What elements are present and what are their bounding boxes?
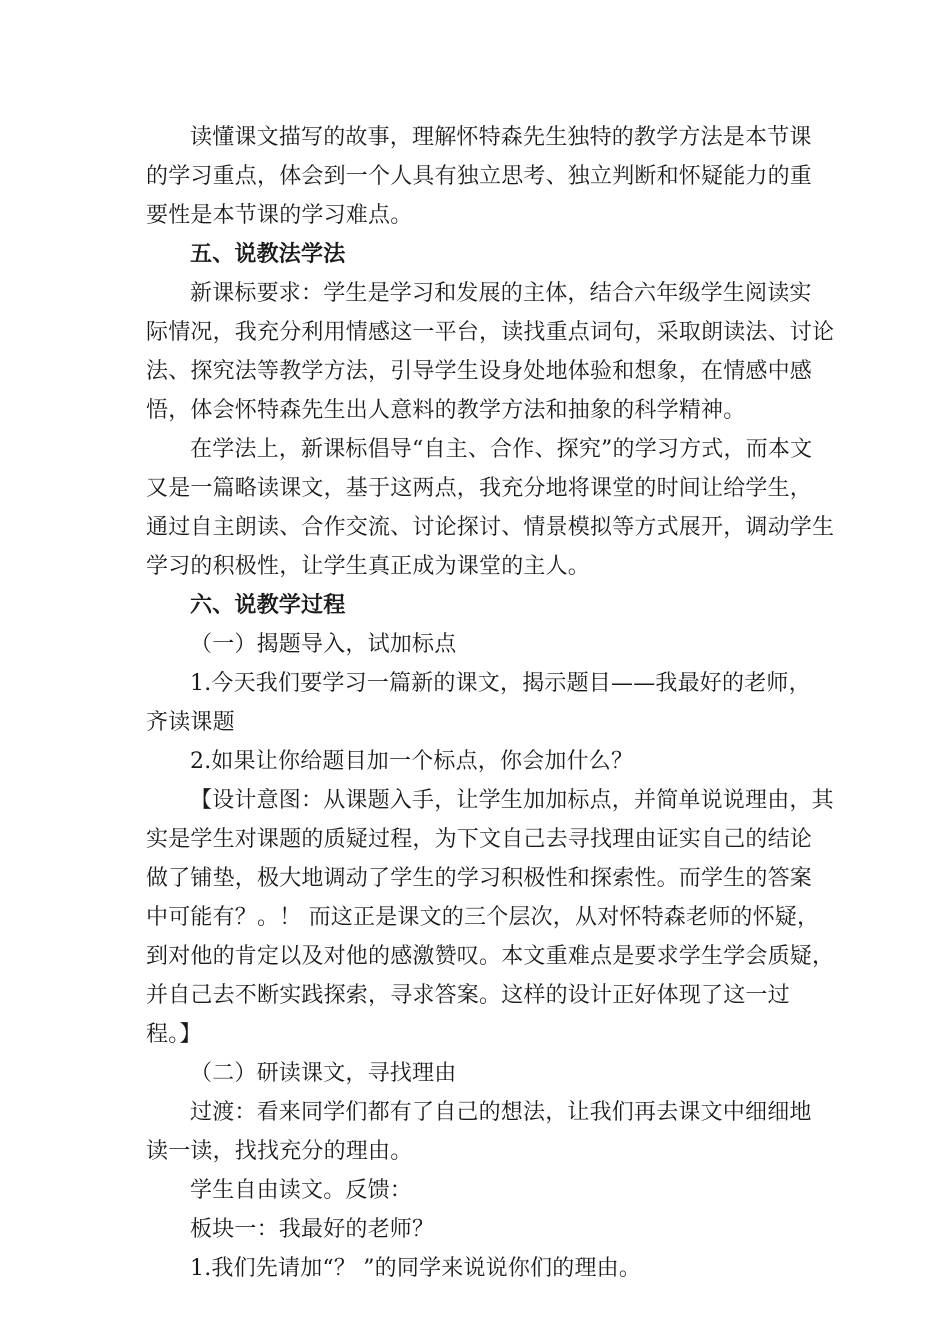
text-line: 法、探究法等教学方法，引导学生设身处地体验和想象，在情感中感	[146, 359, 813, 384]
section-heading-5: 五、说教法学法	[190, 241, 346, 267]
text-line: 并自己去不断实践探索，寻求答案。这样的设计正好体现了这一过	[146, 983, 790, 1008]
text-line: 的学习重点，体会到一个人具有独立思考、独立判断和怀疑能力的重	[146, 164, 813, 189]
text-line: 程。】	[146, 1022, 202, 1047]
text-line: 【设计意图：从课题入手，让学生加加标点，并简单说说理由，其	[190, 788, 834, 813]
subsection-heading-1: （一）揭题导入，试加标点	[190, 632, 457, 657]
text-line: 际情况，我充分利用情感这一平台，读找重点词句，采取朗读法、讨论	[146, 320, 835, 345]
paragraph-key-points	[146, 118, 814, 235]
text-line: 1.今天我们要学习一篇新的课文，揭示题目——我最好的老师，	[190, 671, 811, 696]
text-line: 读一读，找找充分的理由。	[146, 1139, 413, 1164]
text-line: 读懂课文描写的故事，理解怀特森先生独特的教学方法是本节课	[190, 125, 812, 150]
text-line: 中可能有？。！ 而这正是课文的三个层次，从对怀特森老师的怀疑，	[146, 905, 820, 930]
list-item-1	[146, 664, 814, 742]
design-intent-note	[146, 781, 835, 1054]
text-line: 新课标要求：学生是学习和发展的主体，结合六年级学生阅读实	[190, 281, 812, 306]
paragraph-feedback: 学生自由读文。反馈：	[190, 1178, 413, 1203]
block-heading-1: 板块一：我最好的老师？	[190, 1217, 435, 1242]
text-line: 在学法上，新课标倡导“自主、合作、探究”的学习方式，而本文	[190, 437, 813, 462]
list-item-2: 2.如果让你给题目加一个标点，你会加什么？	[190, 749, 634, 774]
text-line: 又是一篇略读课文，基于这两点，我充分地将课堂的时间让给学生，	[146, 476, 813, 501]
text-line: 通过自主朗读、合作交流、讨论探讨、情景模拟等方式展开，调动学生	[146, 515, 835, 540]
text-line: 过渡：看来同学们都有了自己的想法，让我们再去课文中细细地	[190, 1100, 812, 1125]
text-line: 要性是本节课的学习难点。	[146, 203, 413, 228]
document-page	[146, 118, 835, 1288]
list-item-3: 1.我们先请加“？ ”的同学来说说你们的理由。	[190, 1256, 642, 1281]
text-line: 实是学生对课题的质疑过程，为下文自己去寻找理由证实自己的结论	[146, 827, 813, 852]
text-line: 悟，体会怀特森先生出人意料的教学方法和抽象的科学精神。	[146, 398, 746, 423]
paragraph-learning-methods	[146, 430, 835, 586]
text-line: 做了铺垫，极大地调动了学生的学习积极性和探索性。而学生的答案	[146, 866, 813, 891]
subsection-heading-2: （二）研读课文，寻找理由	[190, 1061, 457, 1086]
paragraph-teaching-methods	[146, 274, 835, 430]
text-line: 学习的积极性，让学生真正成为课堂的主人。	[146, 554, 591, 579]
paragraph-transition	[146, 1093, 814, 1171]
section-heading-6: 六、说教学过程	[190, 592, 346, 618]
text-line: 齐读课题	[146, 710, 235, 735]
text-line: 到对他的肯定以及对他的感激赞叹。本文重难点是要求学生学会质疑，	[146, 944, 835, 969]
